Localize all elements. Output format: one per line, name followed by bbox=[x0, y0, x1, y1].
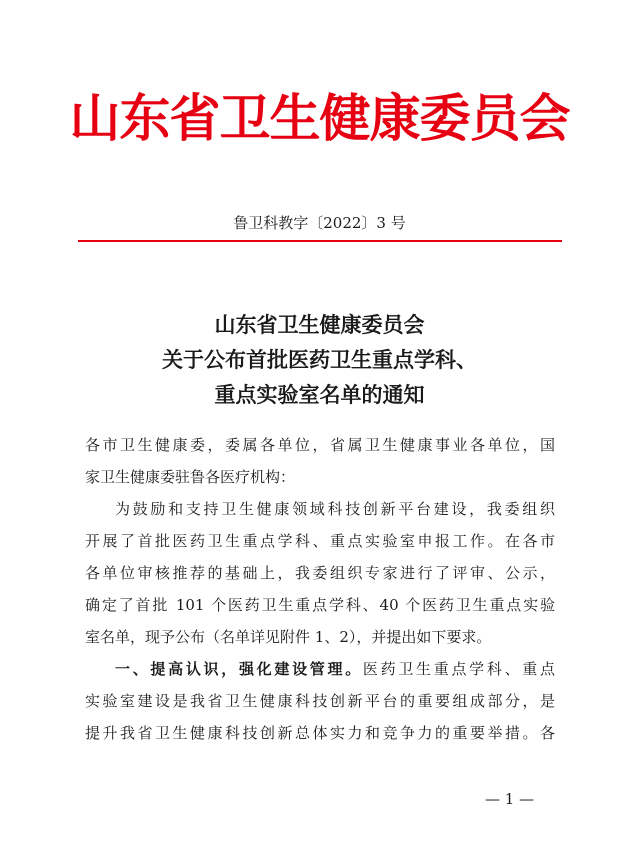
document-title bbox=[0, 307, 639, 412]
salutation-line-2: 家卫生健康委驻鲁各医疗机构： bbox=[85, 468, 296, 486]
masthead: 山东省卫生健康委员会 bbox=[69, 89, 570, 149]
title-line-3: 重点实验室名单的通知 bbox=[214, 382, 425, 407]
paragraph-1-line-1: 为鼓励和支持卫生健康领域科技创新平台建设，我委组织 bbox=[115, 500, 555, 518]
paragraph-1-line-3: 各单位审核推荐的基础上，我委组织专家进行了评审、公示， bbox=[85, 564, 555, 582]
paragraph-1-line-4: 确定了首批 101 个医药卫生重点学科、40 个医药卫生重点实验 bbox=[85, 596, 555, 614]
document-number: 鲁卫科教字〔2022〕3 号 bbox=[233, 214, 406, 232]
paragraph-1-line-5: 室名单，现予公布（名单详见附件 1、2），并提出如下要求。 bbox=[85, 628, 492, 646]
paragraph-2-text: 医药卫生重点学科、重点 bbox=[362, 660, 555, 678]
title-line-2: 关于公布首批医药卫生重点学科、 bbox=[162, 347, 477, 372]
salutation-line-1: 各市卫生健康委，委属各单位，省属卫生健康事业各单位，国 bbox=[85, 436, 555, 454]
paragraph-2-line-2: 实验室建设是我省卫生健康科技创新平台的重要组成部分，是 bbox=[85, 692, 555, 710]
paragraph-2-line-1 bbox=[85, 653, 555, 685]
red-divider bbox=[78, 240, 562, 242]
title-line-1: 山东省卫生健康委员会 bbox=[214, 312, 425, 337]
paragraph-1-line-2: 开展了首批医药卫生重点学科、重点实验室申报工作。在各市 bbox=[85, 532, 555, 550]
section-heading-1: 一、提高认识，强化建设管理。 bbox=[115, 660, 363, 678]
page-number: — 1 — bbox=[485, 790, 535, 808]
document-body bbox=[85, 429, 555, 749]
paragraph-2-line-3: 提升我省卫生健康科技创新总体实力和竞争力的重要举措。各 bbox=[85, 724, 555, 742]
